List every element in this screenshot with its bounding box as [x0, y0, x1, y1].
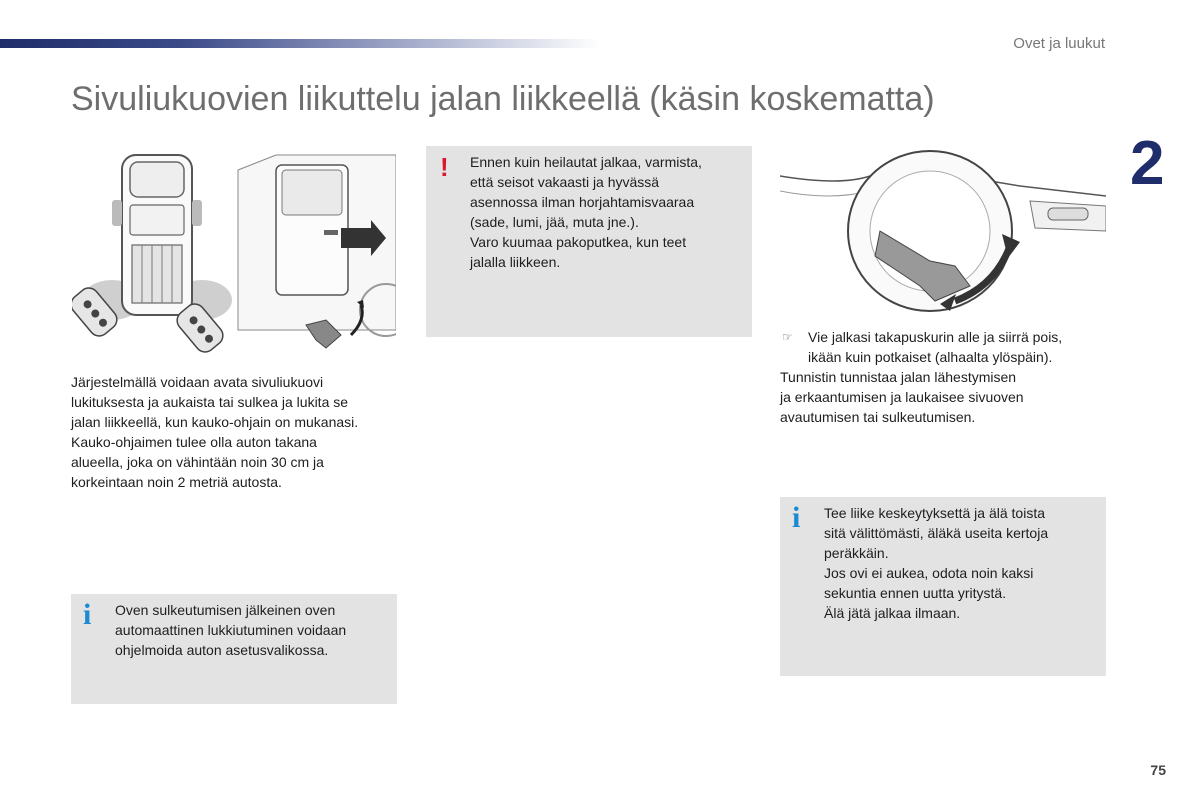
info-text — [824, 503, 1048, 623]
info-line: sekuntia ennen uutta yritystä. — [824, 585, 1007, 601]
warning-line: Varo kuumaa pakoputkea, kun teet — [470, 234, 687, 250]
bullet-line: Vie jalkasi takapuskurin alle ja siirrä pois, — [808, 329, 1063, 345]
sliding-door-illustration — [236, 150, 396, 355]
chapter-number: 2 — [1130, 129, 1165, 198]
warning-line: Ennen kuin heilautat jalkaa, varmista, — [470, 154, 702, 170]
info-note-box-left — [71, 594, 397, 704]
info-icon: i — [83, 598, 92, 631]
instruction-bullet — [780, 327, 1062, 367]
paragraph-line: Tunnistin tunnistaa jalan lähestymisen — [780, 369, 1017, 385]
paragraph-line: alueella, joka on vähintään noin 30 cm ja — [71, 454, 324, 470]
warning-text — [470, 152, 702, 272]
warning-line: asennossa ilman horjahtamisvaaraa — [470, 194, 695, 210]
paragraph-line: korkeintaan noin 2 metriä autosta. — [71, 474, 282, 490]
info-note-box-right — [780, 497, 1106, 676]
paragraph-line: jalan liikkeellä, kun kauko-ohjain on mukanasi. — [71, 414, 359, 430]
info-line: Oven sulkeutumisen jälkeinen oven — [115, 602, 336, 618]
info-text — [115, 600, 346, 660]
info-line: sitä välittömästi, äläkä useita kertoja — [824, 525, 1049, 541]
warning-line: (sade, lumi, jää, muta jne.). — [470, 214, 639, 230]
bullet-line: ikään kuin potkaiset (alhaalta ylöspäin). — [808, 349, 1053, 365]
paragraph-line: avautumisen tai sulkeutumisen. — [780, 409, 976, 425]
info-line: peräkkäin. — [824, 545, 889, 561]
page-number: 75 — [1150, 762, 1166, 778]
paragraph-line: Kauko-ohjaimen tulee olla auton takana — [71, 434, 317, 450]
van-top-view-illustration — [72, 150, 232, 360]
pointing-hand-icon: ☞ — [782, 330, 793, 344]
info-line: Tee liike keskeytyksettä ja älä toista — [824, 505, 1045, 521]
warning-line: että seisot vakaasti ja hyvässä — [470, 174, 660, 190]
header-gradient-bar — [0, 39, 600, 48]
paragraph-line: lukituksesta ja aukaista tai sulkea ja lukita se — [71, 394, 349, 410]
page-title: Sivuliukuovien liikuttelu jalan liikkeellä (käsin koskematta) — [71, 80, 935, 118]
paragraph-line: ja erkaantumisen ja laukaisee sivuoven — [780, 389, 1024, 405]
instruction-paragraph — [780, 327, 1062, 427]
section-title: Ovet ja luukut — [1013, 35, 1105, 52]
paragraph-line: Järjestelmällä voidaan avata sivuliukuovi — [71, 374, 324, 390]
exclamation-icon: ! — [440, 152, 449, 182]
intro-paragraph — [71, 372, 358, 492]
info-line: ohjelmoida auton asetusvalikossa. — [115, 642, 329, 658]
info-icon: i — [792, 501, 801, 534]
warning-note-box — [426, 146, 752, 337]
info-line: Älä jätä jalkaa ilmaan. — [824, 605, 961, 621]
foot-under-bumper-illustration — [780, 146, 1106, 326]
warning-line: jalalla liikkeen. — [470, 254, 561, 270]
info-line: Jos ovi ei aukea, odota noin kaksi — [824, 565, 1034, 581]
info-line: automaattinen lukkiutuminen voidaan — [115, 622, 347, 638]
